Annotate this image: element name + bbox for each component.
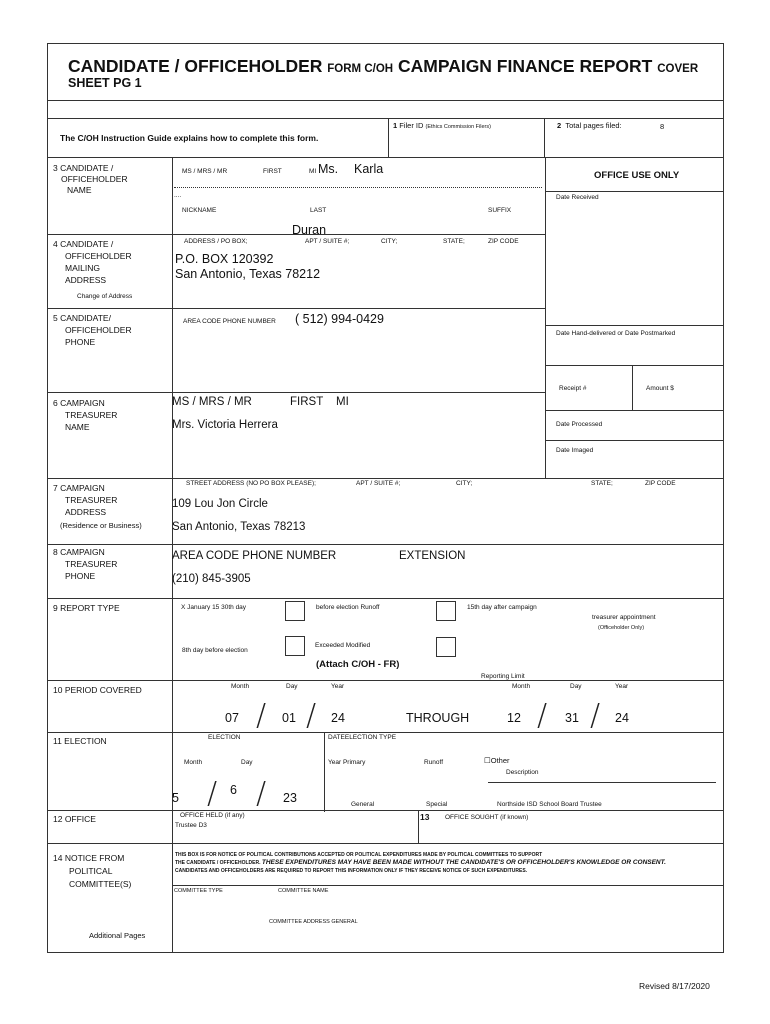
s9-label: 9 REPORT TYPE <box>53 603 120 613</box>
instruction-text: The C/OH Instruction Guide explains how to complete this form. <box>60 133 319 143</box>
rule <box>488 782 716 783</box>
rule <box>545 325 724 326</box>
s9-checkbox-8th-day[interactable] <box>285 636 305 656</box>
rule <box>544 118 545 157</box>
s10-month-hdr: Month <box>231 683 250 690</box>
date-imaged-label: Date Imaged <box>556 447 594 454</box>
s6-hdr-first: FIRST <box>290 396 324 408</box>
receipt-label: Receipt # <box>559 385 587 392</box>
s9-opt2: before election Runoff <box>316 604 380 611</box>
s3-hdr-suffix: SUFFIX <box>488 207 512 214</box>
s11-election-hdr: ELECTION <box>208 734 241 741</box>
s4-hdr-state: STATE; <box>443 238 465 245</box>
s10-day-hdr: Day <box>286 683 298 690</box>
s7-hdr-apt: APT / SUITE #; <box>356 480 401 487</box>
s14-notice: THIS BOX IS FOR NOTICE OF POLITICAL CONTRIBUTIONS ACCEPTED OR POLITICAL EXPENDITURES MADE BY POLITICAL COMMITTEES TO SUPPORT THE CANDIDATE / OFFICEHOLDER. THESE EXPENDITURES MAY HAVE BEEN MADE WITHOUT THE CANDIDATE'S OR OFFICEHOLDER'S KNOWLEDGE OR CONSENT. CANDIDATES AND OFFICEHOLDERS ARE REQUIRED TO REPORT THIS INFORMATION ONLY IF THEY RECEIVE NOTICE OF SUCH EXPENDITURES. <box>175 852 666 874</box>
s4-address-line1[interactable]: P.O. BOX 120392 <box>175 252 274 266</box>
s5-hdr: AREA CODE PHONE NUMBER <box>183 318 276 325</box>
s5-phone-value[interactable]: ( 512) 994-0429 <box>295 312 384 326</box>
rule <box>545 365 724 366</box>
rule <box>172 885 724 886</box>
filer-id-label: 1 Filer ID (Ethics Commission Filers) <box>393 121 491 130</box>
s9-checkbox-30th-day[interactable] <box>285 601 305 621</box>
rule <box>418 810 419 843</box>
s4-label: 4 CANDIDATE / OFFICEHOLDER MAILING ADDRESS <box>53 239 132 285</box>
rule <box>47 544 724 545</box>
s4-change-of-address[interactable]: Change of Address <box>77 293 133 300</box>
s10-to-day[interactable]: 31 <box>565 711 579 725</box>
s11-description: Description <box>506 769 539 776</box>
rule <box>47 308 545 309</box>
rule <box>47 843 724 844</box>
rule <box>545 440 724 441</box>
s3-hdr-nickname: NICKNAME <box>182 207 217 214</box>
s3-hdr-mi: MI <box>309 168 317 175</box>
revised-date: Revised 8/17/2020 <box>639 981 710 991</box>
total-pages-value: 8 <box>660 122 665 131</box>
s13-sought-hdr: OFFICE SOUGHT (if known) <box>445 814 529 821</box>
s7-hdr-state: STATE; <box>591 480 613 487</box>
s13-num: 13 <box>420 812 430 822</box>
s7-address-line1[interactable]: 109 Lou Jon Circle <box>172 498 268 510</box>
rule <box>47 478 724 479</box>
s11-general: General <box>351 801 375 808</box>
rule <box>324 732 325 812</box>
s11-special: Special <box>426 801 448 808</box>
s7-hdr-city: CITY; <box>456 480 473 487</box>
rule <box>545 191 724 192</box>
s8-hdr-area: AREA CODE PHONE NUMBER <box>172 550 337 562</box>
s11-other[interactable]: ☐Other <box>484 756 510 765</box>
rule <box>388 118 389 157</box>
s9-opt1: X January 15 30th day <box>181 604 247 611</box>
s4-hdr-address: ADDRESS / PO BOX; <box>184 238 248 245</box>
s10-to-month[interactable]: 12 <box>507 711 521 725</box>
s3-last-value[interactable]: Duran <box>292 223 327 237</box>
s3-label: 3 CANDIDATE / OFFICEHOLDER NAME <box>53 163 128 195</box>
s11-date-type-hdr: DATEELECTION TYPE <box>328 734 397 741</box>
s9-opt4a: treasurer appointment <box>592 614 656 621</box>
date-processed-label: Date Processed <box>556 421 603 428</box>
other-checkbox-icon[interactable]: ☐ <box>484 756 491 765</box>
s5-label: 5 CANDIDATE/ OFFICEHOLDER PHONE <box>53 313 132 347</box>
s10-to-month-hdr: Month <box>512 683 531 690</box>
date-hand-label: Date Hand-delivered or Date Postmarked <box>556 330 676 337</box>
s6-label: 6 CAMPAIGN TREASURER NAME <box>53 398 118 432</box>
s10-year-hdr: Year <box>331 683 345 690</box>
s9-attach: (Attach C/OH - FR) <box>316 659 400 670</box>
office-use-title: OFFICE USE ONLY <box>594 170 680 181</box>
s11-month-hdr: Month <box>184 759 203 766</box>
rule <box>47 810 724 811</box>
s11-day-hdr: Day <box>241 759 253 766</box>
s9-opt4b: (Officeholder Only) <box>598 625 645 631</box>
s14-committee-name: COMMITTEE NAME <box>278 888 329 894</box>
s4-hdr-apt: APT / SUITE #; <box>305 238 350 245</box>
s11-runoff: Runoff <box>424 759 444 766</box>
form-title: CANDIDATE / OFFICEHOLDER FORM C/OH CAMPAIGN FINANCE REPORT COVER <box>68 56 699 76</box>
date-separator: / <box>590 698 601 733</box>
s6-hdr-ms: MS / MRS / MR <box>172 396 252 408</box>
s11-val-month[interactable]: 5 <box>172 791 179 805</box>
s3-hdr-msmrs: MS / MRS / MR <box>182 168 228 175</box>
s14-committee-type: COMMITTEE TYPE <box>174 888 223 894</box>
s10-from-month[interactable]: 07 <box>225 711 239 725</box>
rule <box>47 118 724 119</box>
amount-label: Amount $ <box>646 385 674 392</box>
date-separator: / <box>306 698 317 733</box>
rule <box>47 680 724 681</box>
s10-from-year[interactable]: 24 <box>331 711 345 725</box>
s3-hdr-first: FIRST <box>263 168 282 175</box>
s9-reporting-limit: Reporting Limit <box>481 673 525 680</box>
s10-through: THROUGH <box>406 711 470 725</box>
s12-label: 12 OFFICE <box>53 814 96 824</box>
s11-desc-value[interactable]: Northside ISD School Board Trustee <box>497 801 602 808</box>
rule <box>47 234 545 235</box>
s10-to-year-hdr: Year <box>615 683 629 690</box>
s11-val-year[interactable]: 23 <box>283 791 297 805</box>
s14-additional-pages: Additional Pages <box>89 931 146 940</box>
s8-hdr-ext: EXTENSION <box>399 550 466 562</box>
date-separator: / <box>207 776 218 811</box>
date-received-label: Date Received <box>556 194 599 201</box>
s11-year-primary: Year Primary <box>328 759 366 766</box>
s10-label: 10 PERIOD COVERED <box>53 685 142 695</box>
s10-to-day-hdr: Day <box>570 683 582 690</box>
s9-opt6: Exceeded Modified <box>315 642 371 649</box>
s4-hdr-city: CITY; <box>381 238 398 245</box>
s8-phone-value[interactable]: (210) 845-3905 <box>172 573 251 585</box>
date-separator: / <box>256 698 267 733</box>
total-pages-label: 2 Total pages filed: <box>557 121 622 130</box>
s11-label: 11 ELECTION <box>53 736 107 746</box>
s3-prefix-value[interactable]: Ms. <box>318 162 339 176</box>
dotted-line <box>174 187 542 188</box>
s14-label: 14 NOTICE FROM POLITICAL COMMITTEE(S) <box>53 853 132 889</box>
s9-opt5: 8th day before election <box>182 647 248 654</box>
rule <box>47 732 724 733</box>
s3-hdr-last: LAST <box>310 207 327 214</box>
s7-label: 7 CAMPAIGN TREASURER ADDRESS <box>53 483 118 517</box>
form-title-line2: SHEET PG 1 <box>68 76 142 90</box>
s3-first-value[interactable]: Karla <box>354 162 384 176</box>
s3-dots-cont: .... <box>174 192 182 199</box>
rule <box>47 392 545 393</box>
rule <box>545 410 724 411</box>
s7-address-line2[interactable]: San Antonio, Texas 78213 <box>172 521 306 533</box>
s11-val-day[interactable]: 6 <box>230 783 237 797</box>
s9-checkbox-exceeded[interactable] <box>436 637 456 657</box>
s10-from-day[interactable]: 01 <box>282 711 296 725</box>
s6-hdr-mi: MI <box>336 396 349 408</box>
date-separator: / <box>537 698 548 733</box>
s8-label: 8 CAMPAIGN TREASURER PHONE <box>53 547 118 581</box>
rule <box>47 100 724 101</box>
s14-committee-address: COMMITTEE ADDRESS GENERAL <box>269 919 358 925</box>
s7-hdr-street: STREET ADDRESS (NO PO BOX PLEASE); <box>186 480 316 487</box>
s7-hdr-zip: ZIP CODE <box>645 480 676 487</box>
s4-hdr-zip: ZIP CODE <box>488 238 519 245</box>
date-separator: / <box>256 776 267 811</box>
s4-address-line2[interactable]: San Antonio, Texas 78212 <box>175 267 321 281</box>
s10-to-year[interactable]: 24 <box>615 711 629 725</box>
s6-name-value[interactable]: Mrs. Victoria Herrera <box>172 419 278 431</box>
s12-held-value[interactable]: Trustee D3 <box>175 822 207 829</box>
s9-opt3: 15th day after campaign <box>467 604 537 611</box>
office-use-box <box>545 157 724 479</box>
s7-label4: (Residence or Business) <box>60 521 142 530</box>
rule <box>47 598 724 599</box>
rule <box>632 365 633 410</box>
s9-checkbox-runoff[interactable] <box>436 601 456 621</box>
s12-held-hdr: OFFICE HELD (if any) <box>180 812 245 819</box>
